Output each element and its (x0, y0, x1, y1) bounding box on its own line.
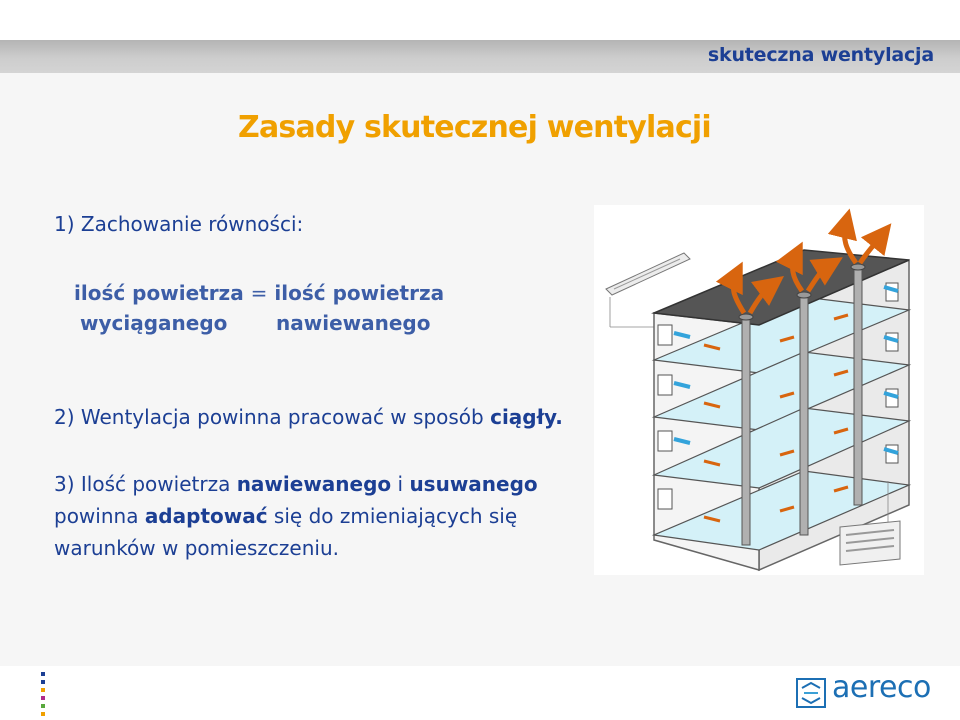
footer-accent-dots (38, 672, 48, 716)
slide-title: Zasady skutecznej wentylacji (238, 110, 711, 145)
building-ventilation-illustration (594, 205, 924, 575)
rule-2 (54, 405, 563, 429)
rule-3 (54, 468, 538, 564)
equation-operator: = (250, 281, 268, 305)
rule-2-bold: ciągły. (490, 405, 563, 429)
equation-left-bottom: wyciąganego (80, 311, 228, 335)
rule-3-text-a: 3) Ilość powietrza (54, 472, 237, 496)
rule-3-bold-adapt: adaptować (144, 504, 268, 528)
rule-3-line-1 (54, 468, 538, 500)
section-title: skuteczna wentylacja (707, 44, 934, 66)
rule-3-text-c: powinna (54, 504, 145, 528)
rule-3-line-3: warunków w pomieszczeniu. (54, 536, 339, 560)
equation-right-top: ilość powietrza (274, 281, 445, 305)
equation-top-line (74, 281, 444, 305)
equation-right-bottom: nawiewanego (276, 311, 431, 335)
rule-2-text: 2) Wentylacja powinna pracować w sposób (54, 405, 491, 429)
rule-3-line-2 (54, 500, 538, 532)
aereco-logo (796, 670, 936, 712)
aereco-logo-text: aereco (832, 670, 931, 705)
rule-1: 1) Zachowanie równości: (54, 212, 304, 236)
rule-3-bold-extract: usuwanego (409, 472, 538, 496)
header-bar (0, 40, 960, 73)
rule-3-text-b: i (391, 472, 410, 496)
aereco-logo-icon (796, 678, 826, 708)
equation-left-top: ilość powietrza (74, 281, 244, 305)
rule-3-bold-supply: nawiewanego (236, 472, 392, 496)
rule-3-text-d: się do zmieniających się (267, 504, 518, 528)
